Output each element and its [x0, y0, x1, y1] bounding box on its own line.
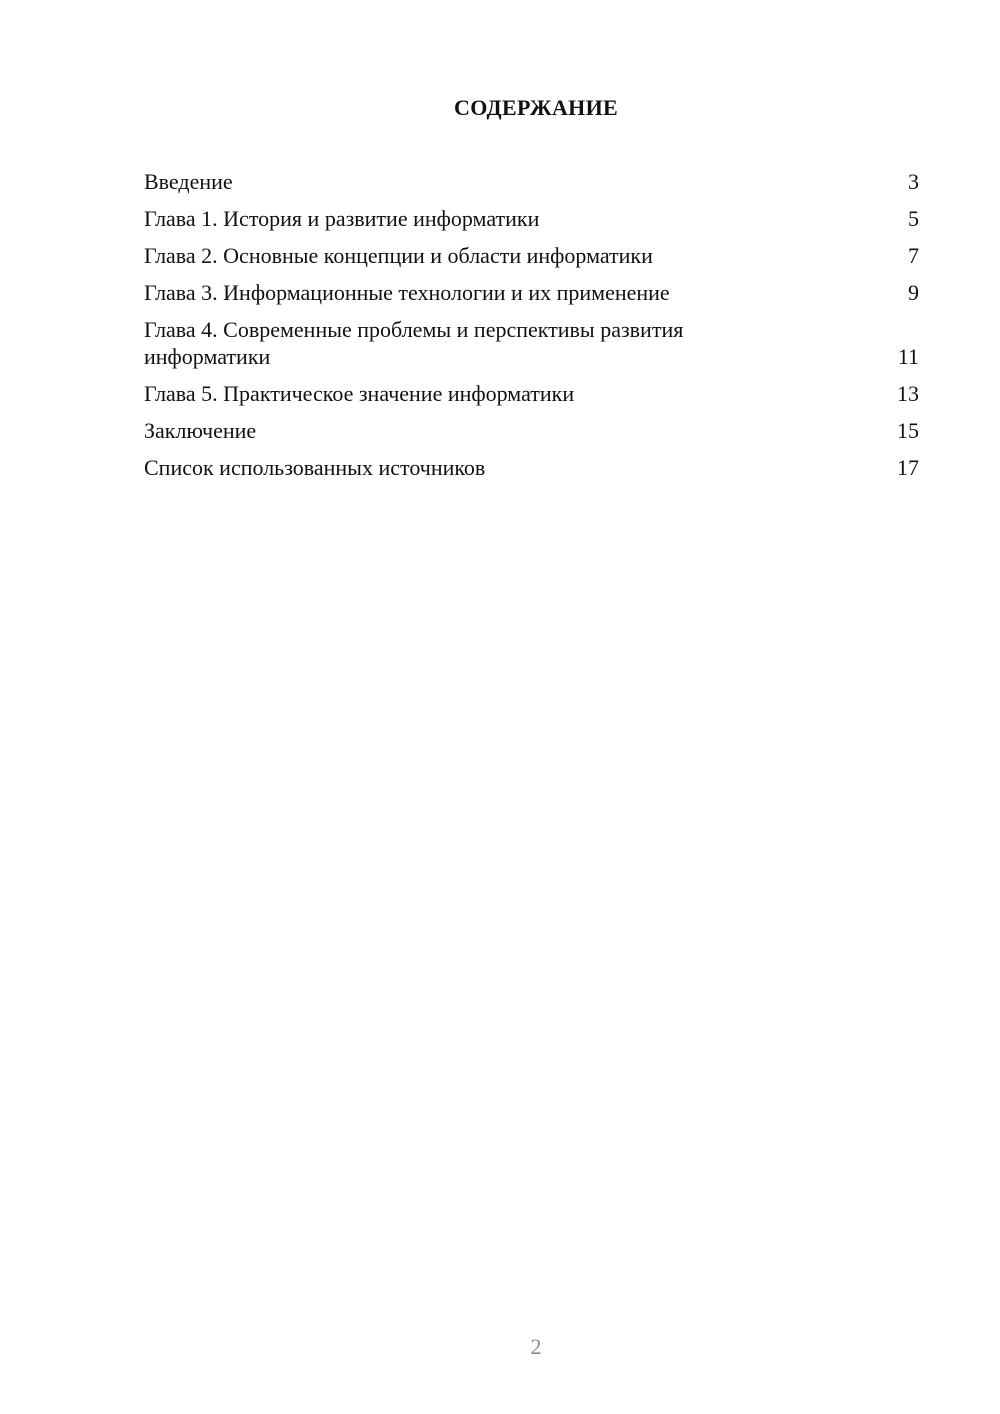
toc-entry-page: 13 [897, 381, 919, 406]
toc-entry-label: Заключение [144, 418, 257, 443]
toc-entry-page: 17 [897, 455, 919, 480]
toc-entry-label: Глава 4. Современные проблемы и перспективы развития информатики [144, 317, 684, 369]
toc-entry-page: 3 [908, 169, 919, 194]
toc-entry-page: 5 [908, 206, 919, 231]
toc-entry-chapter-4 [144, 316, 919, 370]
toc-entry-page: 15 [897, 418, 919, 443]
page-title: СОДЕРЖАНИЕ [454, 95, 618, 120]
page-number: 2 [530, 1334, 542, 1359]
toc-entry-chapter-5 [144, 380, 919, 407]
toc-entry-page: 11 [897, 344, 919, 369]
toc-entry-label: Список использованных источников [144, 455, 486, 480]
toc-entry-chapter-2 [144, 242, 919, 269]
toc-entry-label: Глава 3. Информационные технологии и их применение [144, 280, 670, 305]
toc-entry-page: 7 [908, 243, 919, 268]
toc-entry-introduction [144, 168, 919, 195]
toc-entry-label: Глава 2. Основные концепции и области информатики [144, 243, 653, 268]
toc-entry-page: 9 [908, 280, 919, 305]
toc-entry-conclusion [144, 417, 919, 444]
toc-entry-references [144, 454, 919, 481]
toc-entry-chapter-1 [144, 205, 919, 232]
toc-entry-label: Глава 5. Практическое значение информатики [144, 381, 575, 406]
toc-entry-chapter-3 [144, 279, 919, 306]
toc-entry-label: Введение [144, 169, 233, 194]
toc-entry-label: Глава 1. История и развитие информатики [144, 206, 540, 231]
table-of-contents [144, 168, 919, 491]
